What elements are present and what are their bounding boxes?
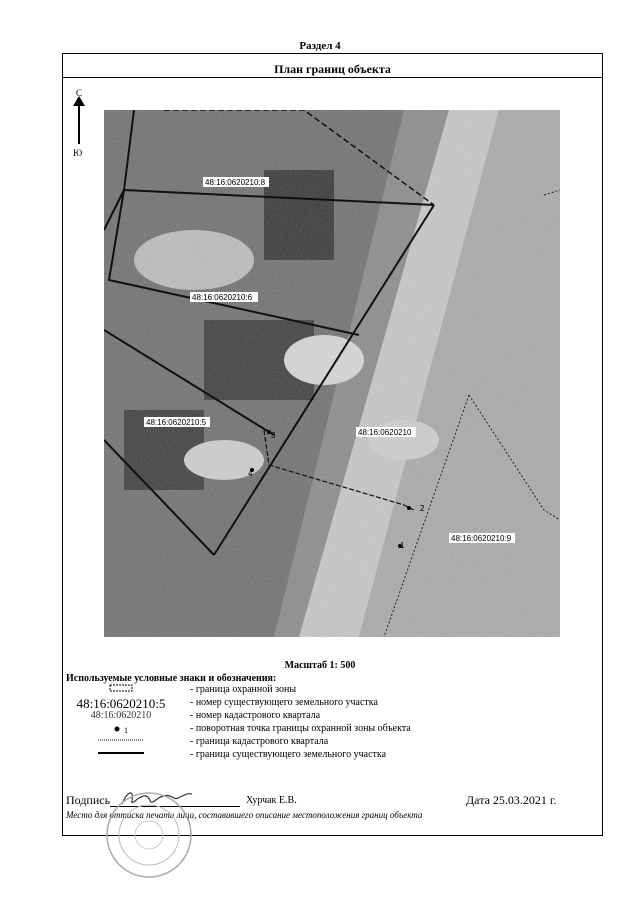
protection-zone-symbol bbox=[66, 684, 176, 695]
parcel-number-sample: 48:16:0620210:5 bbox=[76, 696, 166, 711]
section-label: Раздел 4 bbox=[299, 40, 341, 52]
legend-row-quarter-boundary bbox=[66, 736, 506, 749]
quarter-label: 48:16:0620210 bbox=[358, 428, 412, 437]
parcel-label-5: 48:16:0620210:5 bbox=[146, 418, 207, 427]
parcel-label-9: 48:16:0620210:9 bbox=[451, 534, 512, 543]
legend bbox=[66, 684, 506, 762]
point-label-2: 2 bbox=[420, 504, 425, 513]
aerial-map bbox=[104, 110, 560, 637]
legend-text: - граница охранной зоны bbox=[190, 684, 297, 695]
legend-row-parcel-number bbox=[66, 697, 506, 710]
parcel-label-6: 48:16:0620210:6 bbox=[192, 293, 253, 302]
point-label-3: 3 bbox=[271, 431, 276, 440]
legend-row-quarter-number bbox=[66, 710, 506, 723]
seal-place-text: Место для оттиска печати лица, составившего описание местоположения границ объекта bbox=[66, 810, 423, 820]
plan-title: План границ объекта bbox=[62, 60, 603, 78]
legend-row-parcel-boundary bbox=[66, 749, 506, 762]
compass-south-label: Ю bbox=[73, 148, 83, 158]
legend-text: - номер существующего земельного участка bbox=[190, 697, 378, 708]
legend-title: Используемые условные знаки и обозначения: bbox=[66, 673, 277, 684]
parcel-label-8: 48:16:0620210:8 bbox=[205, 178, 266, 187]
signer-name: Хурчак Е.В. bbox=[246, 795, 297, 806]
legend-text: - граница кадастрового квартала bbox=[190, 736, 329, 747]
compass bbox=[72, 88, 88, 168]
legend-text: - граница существующего земельного участка bbox=[190, 749, 387, 760]
svg-text:1: 1 bbox=[124, 726, 128, 735]
document-date: Дата 25.03.2021 г. bbox=[466, 793, 557, 807]
quarter-number-sample: 48:16:0620210 bbox=[90, 710, 152, 721]
point-label-4: 4 bbox=[248, 469, 253, 478]
signature-label: Подпись bbox=[66, 793, 111, 807]
legend-text: - номер кадастрового квартала bbox=[190, 710, 321, 721]
legend-text: - поворотная точка границы охранной зоны объекта bbox=[190, 723, 411, 734]
turning-point-2 bbox=[407, 506, 411, 510]
map-texture bbox=[104, 110, 560, 637]
point-label-1: 1 bbox=[400, 541, 405, 550]
compass-north-label: С bbox=[76, 88, 83, 98]
legend-row-turning-point bbox=[66, 723, 506, 736]
stamp-seal bbox=[104, 790, 194, 880]
scale-label: Масштаб 1: 500 bbox=[284, 660, 356, 671]
map-svg bbox=[104, 110, 560, 637]
quarter-boundary-symbol bbox=[66, 736, 176, 747]
parcel-boundary-symbol bbox=[66, 749, 176, 760]
compass-axis bbox=[78, 100, 80, 144]
